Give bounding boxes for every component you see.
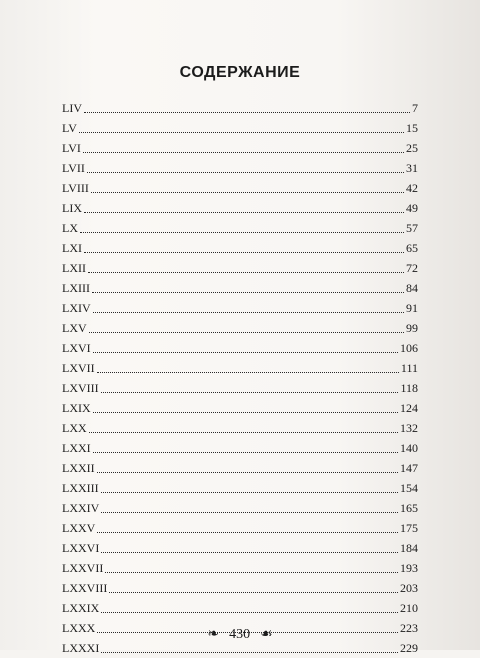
toc-entry (62, 318, 418, 338)
toc-page-number: 31 (406, 161, 418, 175)
toc-entry (62, 298, 418, 318)
toc-leader (92, 292, 404, 293)
fleuron-icon: ❧ (207, 627, 220, 642)
toc-label: LVIII (62, 181, 89, 195)
toc-entry (62, 278, 418, 298)
toc-leader (88, 272, 404, 273)
toc-entry (62, 198, 418, 218)
page-number: 430 (229, 627, 251, 642)
toc-label: LV (62, 121, 77, 135)
toc-entry (62, 258, 418, 278)
toc-page-number: 203 (400, 581, 418, 595)
toc-leader (101, 492, 398, 493)
toc-label: LXXIX (62, 601, 100, 615)
table-of-contents (62, 98, 418, 658)
toc-label: LXXVII (62, 561, 104, 575)
toc-leader (91, 192, 404, 193)
toc-label: LXXVI (62, 541, 100, 555)
toc-label: LIX (62, 201, 82, 215)
toc-label: LX (62, 221, 78, 235)
toc-label: LXIII (62, 281, 90, 295)
toc-entry (62, 358, 418, 378)
toc-leader (93, 452, 398, 453)
toc-leader (101, 652, 398, 653)
toc-page-number: 147 (400, 461, 418, 475)
toc-leader (109, 592, 398, 593)
toc-label: LXXXI (62, 641, 100, 655)
toc-page-number: 7 (412, 101, 418, 115)
toc-page-number: 229 (400, 641, 418, 655)
toc-entry (62, 218, 418, 238)
toc-leader (84, 252, 404, 253)
toc-leader (93, 352, 398, 353)
toc-entry (62, 338, 418, 358)
toc-label: LXIV (62, 301, 91, 315)
toc-entry (62, 598, 418, 618)
toc-label: LXII (62, 261, 86, 275)
toc-page-number: 193 (400, 561, 418, 575)
toc-entry (62, 178, 418, 198)
toc-label: LXXX (62, 621, 96, 635)
toc-entry (62, 438, 418, 458)
toc-page-number: 118 (400, 381, 418, 395)
toc-entry (62, 578, 418, 598)
toc-page-number: 57 (406, 221, 418, 235)
toc-label: LXXIII (62, 481, 99, 495)
toc-entry (62, 478, 418, 498)
toc-page-number: 132 (400, 421, 418, 435)
toc-label: LXXI (62, 441, 91, 455)
toc-entry (62, 498, 418, 518)
toc-page-number: 210 (400, 601, 418, 615)
toc-entry (62, 518, 418, 538)
toc-leader (84, 212, 404, 213)
toc-label: LXXVIII (62, 581, 108, 595)
toc-label: LXXV (62, 521, 96, 535)
toc-page-number: 49 (406, 201, 418, 215)
toc-page-number: 175 (400, 521, 418, 535)
toc-label: LXXIV (62, 501, 100, 515)
toc-page-number: 84 (406, 281, 418, 295)
toc-page-number: 99 (406, 321, 418, 335)
toc-leader (97, 372, 399, 373)
toc-label: LXXII (62, 461, 95, 475)
toc-leader (84, 112, 410, 113)
page-footer (0, 627, 480, 643)
toc-label: LVII (62, 161, 85, 175)
toc-entry (62, 458, 418, 478)
toc-leader (80, 232, 404, 233)
toc-entry (62, 378, 418, 398)
toc-leader (79, 132, 404, 133)
toc-page-number: 111 (400, 361, 418, 375)
toc-label: LXV (62, 321, 87, 335)
toc-label: LIV (62, 101, 82, 115)
toc-leader (87, 172, 404, 173)
toc-leader (97, 532, 398, 533)
toc-label: LVI (62, 141, 81, 155)
toc-label: LXVII (62, 361, 95, 375)
toc-page-number: 15 (406, 121, 418, 135)
toc-leader (101, 612, 398, 613)
toc-entry (62, 238, 418, 258)
page-title: СОДЕРЖАНИЕ (179, 64, 301, 81)
fleuron-icon: ☙ (260, 627, 273, 642)
toc-entry (62, 538, 418, 558)
toc-entry (62, 118, 418, 138)
toc-entry (62, 98, 418, 118)
toc-entry (62, 558, 418, 578)
toc-page-number: 184 (400, 541, 418, 555)
toc-page-number: 72 (406, 261, 418, 275)
toc-page-number: 25 (406, 141, 418, 155)
toc-entry (62, 158, 418, 178)
toc-leader (101, 392, 399, 393)
toc-page-number: 91 (406, 301, 418, 315)
toc-leader (83, 152, 404, 153)
toc-leader (93, 412, 398, 413)
toc-label: LXVIII (62, 381, 99, 395)
toc-leader (89, 332, 404, 333)
toc-leader (89, 432, 398, 433)
toc-leader (105, 572, 398, 573)
toc-entry (62, 138, 418, 158)
toc-page-number: 65 (406, 241, 418, 255)
toc-page-number: 106 (400, 341, 418, 355)
toc-entry (62, 398, 418, 418)
toc-label: LXX (62, 421, 87, 435)
toc-page-number: 223 (400, 621, 418, 635)
toc-leader (101, 552, 398, 553)
toc-leader (97, 472, 398, 473)
toc-page-number: 154 (400, 481, 418, 495)
toc-page-number: 124 (400, 401, 418, 415)
toc-leader (93, 312, 404, 313)
toc-entry (62, 418, 418, 438)
toc-label: LXVI (62, 341, 91, 355)
toc-label: LXIX (62, 401, 91, 415)
toc-page-number: 165 (400, 501, 418, 515)
toc-leader (101, 512, 398, 513)
toc-label: LXI (62, 241, 82, 255)
toc-page-number: 42 (406, 181, 418, 195)
toc-page-number: 140 (400, 441, 418, 455)
